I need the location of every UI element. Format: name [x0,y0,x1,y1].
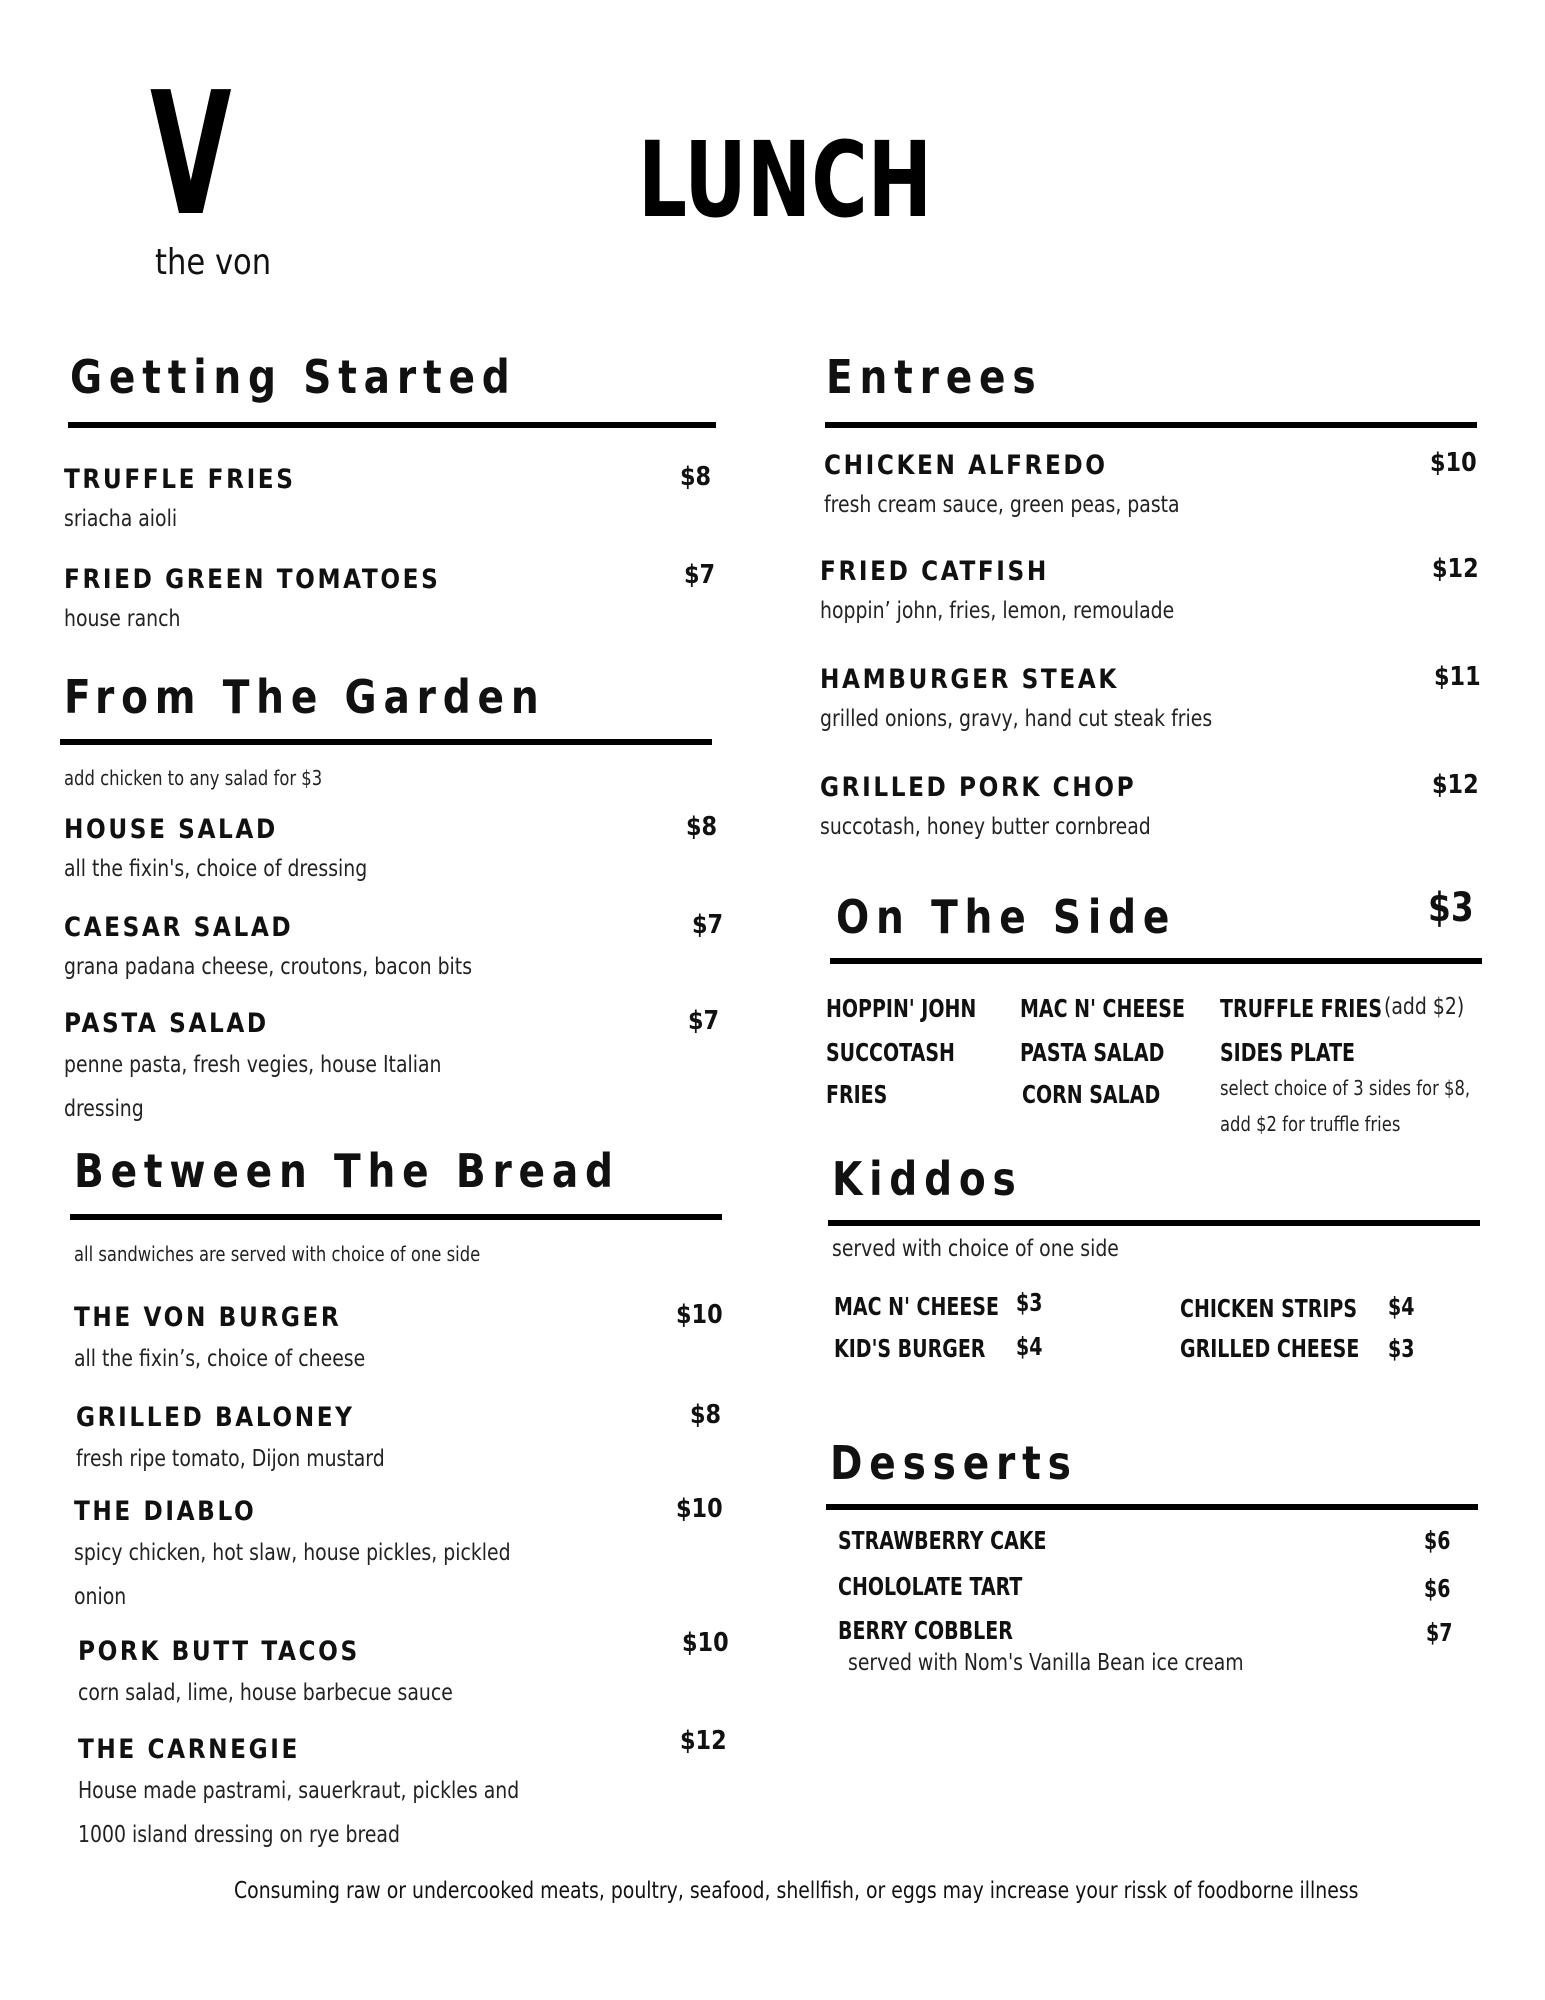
section-divider [828,1220,1480,1226]
menu-item-name: PORK BUTT TACOS [78,1636,360,1667]
menu-item-desc: all the fixin’s, choice of cheese [74,1346,366,1372]
section-divider [68,422,716,428]
side-item: MAC N' CHEESE [1020,994,1185,1023]
kid-item-price: $4 [1388,1292,1415,1321]
menu-item-name: HOUSE SALAD [64,814,278,845]
side-item: CORN SALAD [1022,1080,1161,1109]
menu-item-desc: corn salad, lime, house barbecue sauce [78,1680,453,1706]
menu-item-desc: House made pastrami, sauerkraut, pickles and [78,1778,520,1804]
section-heading-side: On The Side [836,890,1177,944]
section-heading-getting-started: Getting Started [70,350,517,404]
section-divider [60,739,712,745]
menu-item-desc: house ranch [64,606,181,632]
menu-item-price: $12 [1432,554,1479,584]
side-item: HOPPIN' JOHN [826,994,977,1023]
side-plate-note: add $2 for truffle fries [1220,1112,1401,1136]
menu-item-name: HAMBURGER STEAK [820,664,1119,695]
dessert-item: STRAWBERRY CAKE [838,1526,1047,1555]
menu-item-price: $7 [688,1006,720,1036]
section-divider [826,1504,1478,1510]
menu-item-price: $12 [1432,770,1479,800]
menu-item-name: FRIED CATFISH [820,556,1049,587]
section-divider [70,1214,722,1220]
menu-item-desc: grana padana cheese, croutons, bacon bits [64,954,473,980]
kid-item-price: $4 [1016,1332,1043,1361]
kid-item: KID'S BURGER [834,1334,986,1363]
section-heading-kiddos: Kiddos [832,1152,1023,1206]
menu-item-price: $8 [680,462,712,492]
side-plate-note: select choice of 3 sides for $8, [1220,1076,1471,1100]
section-note: served with choice of one side [832,1236,1119,1262]
menu-item-name: CAESAR SALAD [64,912,294,943]
menu-item-desc: onion [74,1584,127,1610]
menu-item-name: THE DIABLO [74,1496,257,1527]
kid-item: MAC N' CHEESE [834,1292,999,1321]
menu-item-desc: sriacha aioli [64,506,178,532]
menu-item-name: GRILLED PORK CHOP [820,772,1137,803]
allergy-disclaimer: Consuming raw or undercooked meats, poultry, seafood, shellfish, or eggs may increase your rissk of foodborne illness [234,1878,1359,1904]
menu-item-desc: all the fixin's, choice of dressing [64,856,368,882]
menu-item-desc: spicy chicken, hot slaw, house pickles, pickled [74,1540,511,1566]
logo-letter: V [150,56,232,254]
menu-item-name: FRIED GREEN TOMATOES [64,564,441,595]
dessert-item-price: $6 [1424,1574,1451,1603]
section-divider [830,958,1482,964]
section-heading-bread: Between The Bread [74,1144,620,1198]
menu-item-name: CHICKEN ALFREDO [824,450,1108,481]
menu-item-price: $7 [692,910,724,940]
menu-item-desc: fresh cream sauce, green peas, pasta [824,492,1180,518]
kid-item-price: $3 [1016,1288,1043,1317]
menu-item-desc: hoppin’ john, fries, lemon, remoulade [820,598,1175,624]
dessert-item-price: $7 [1426,1618,1453,1647]
kid-item: GRILLED CHEESE [1180,1334,1360,1363]
dessert-note: served with Nom's Vanilla Bean ice cream [848,1650,1244,1676]
kid-item: CHICKEN STRIPS [1180,1294,1358,1323]
section-heading-entrees: Entrees [826,350,1043,404]
menu-item-desc: succotash, honey butter cornbread [820,814,1151,840]
menu-item-desc: fresh ripe tomato, Dijon mustard [76,1446,385,1472]
side-item: PASTA SALAD [1020,1038,1165,1067]
section-heading-garden: From The Garden [64,670,546,724]
logo-name: the von [155,242,272,283]
menu-item-name: TRUFFLE FRIES [64,464,296,495]
section-note: all sandwiches are served with choice of one side [74,1242,481,1266]
menu-item-name: THE VON BURGER [74,1302,342,1333]
kid-item-price: $3 [1388,1334,1415,1363]
menu-item-desc: 1000 island dressing on rye bread [78,1822,400,1848]
menu-item-price: $8 [686,812,718,842]
menu-item-price: $11 [1434,662,1481,692]
section-note: add chicken to any salad for $3 [64,766,323,790]
menu-item-price: $10 [1430,448,1477,478]
menu-item-name: GRILLED BALONEY [76,1402,355,1433]
side-item: SUCCOTASH [826,1038,955,1067]
menu-item-desc: grilled onions, gravy, hand cut steak fries [820,706,1213,732]
dessert-item: BERRY COBBLER [838,1616,1013,1645]
page-title: LUNCH [638,119,933,241]
side-item: SIDES PLATE [1220,1038,1356,1067]
menu-item-desc: dressing [64,1096,144,1122]
side-item-note: (add $2) [1384,994,1465,1020]
menu-item-price: $8 [690,1400,722,1430]
side-item: TRUFFLE FRIES [1220,994,1383,1023]
menu-item-name: PASTA SALAD [64,1008,269,1039]
side-item: FRIES [826,1080,888,1109]
section-heading-desserts: Desserts [830,1436,1078,1490]
menu-item-price: $12 [680,1726,727,1756]
menu-item-price: $10 [676,1300,723,1330]
dessert-item-price: $6 [1424,1526,1451,1555]
menu-item-price: $10 [676,1494,723,1524]
dessert-item: CHOLOLATE TART [838,1572,1023,1601]
menu-item-name: THE CARNEGIE [78,1734,300,1765]
side-price: $3 [1428,885,1474,931]
menu-item-price: $10 [682,1628,729,1658]
section-divider [825,422,1477,428]
menu-item-desc: penne pasta, fresh vegies, house Italian [64,1052,442,1078]
menu-item-price: $7 [684,560,716,590]
